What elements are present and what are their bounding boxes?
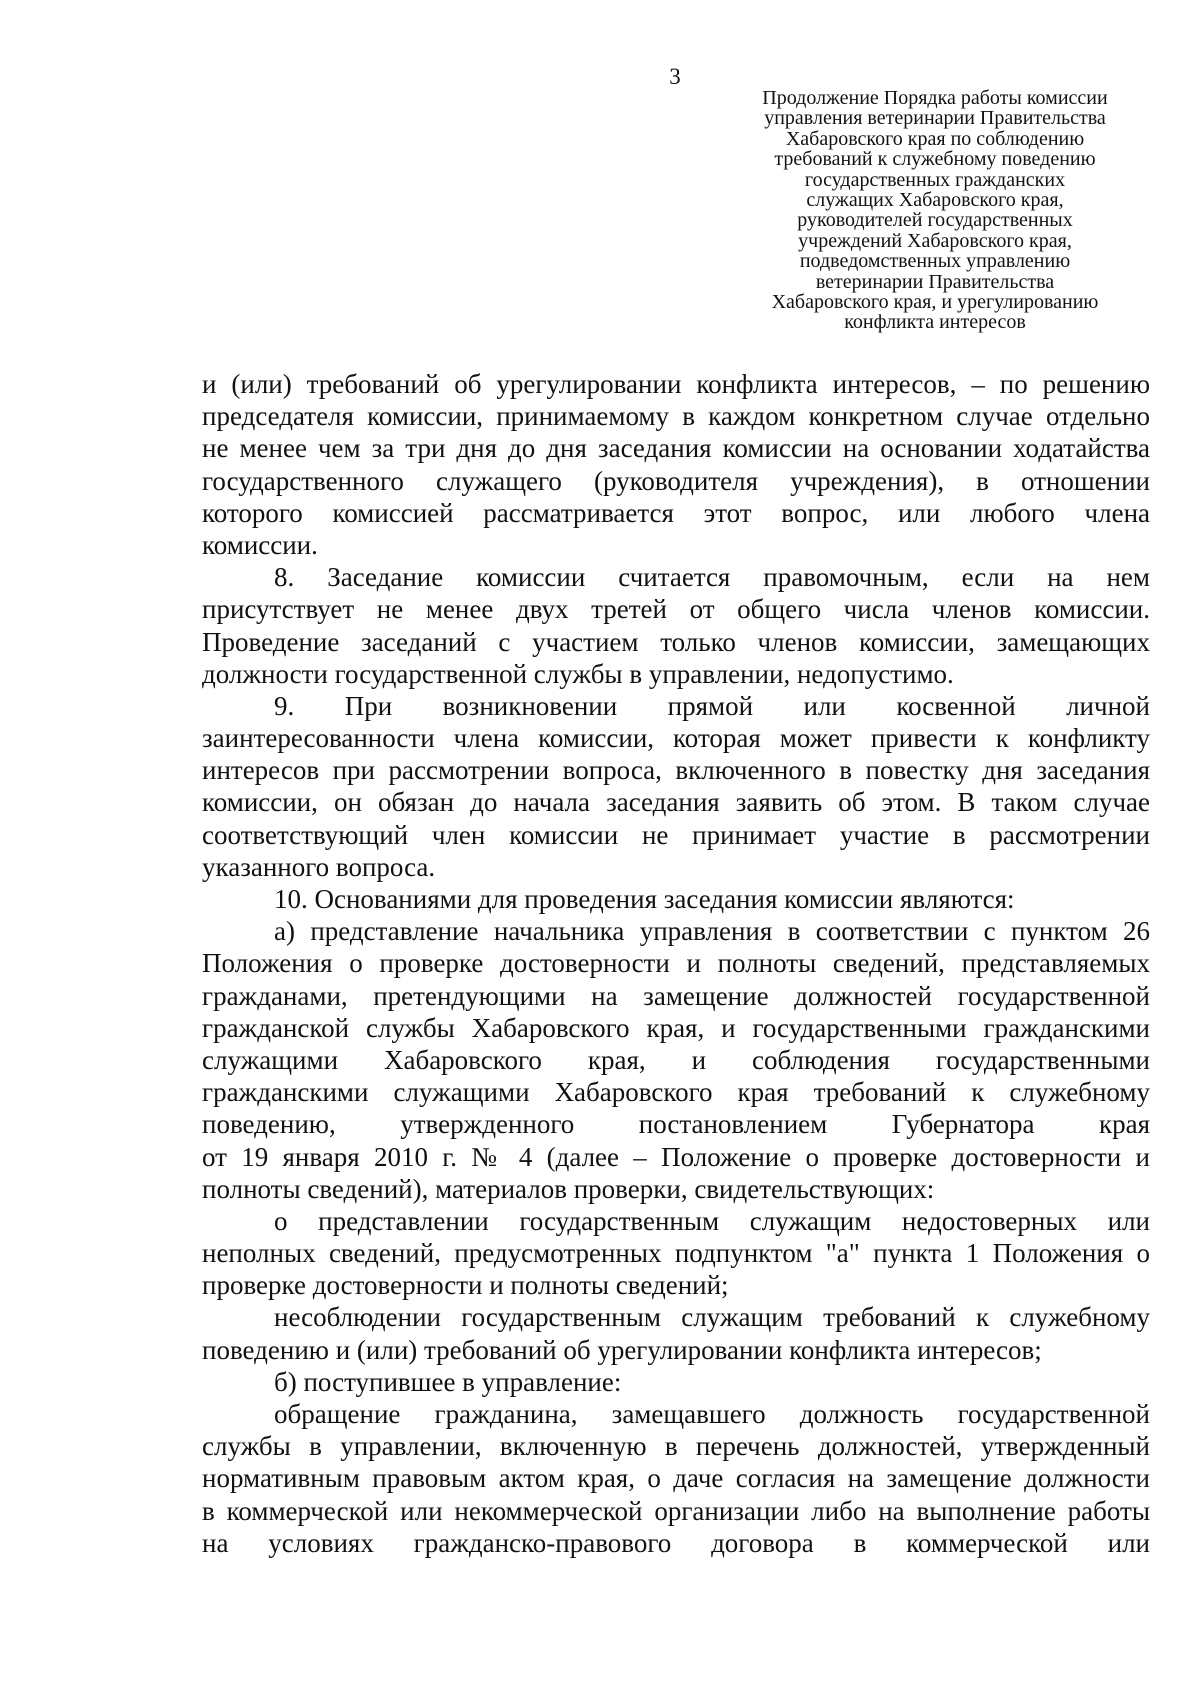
body-line: присутствует не менее двух третей от общего числа членов комиссии. [202,594,1150,625]
subparagraph-b-first-line: б) поступившее в управление: [274,1366,622,1397]
body-line: Положения о проверке достоверности и полноты сведений, представляемых [202,948,1150,979]
running-header [700,88,1170,333]
body-line: должности государственной службы в управлении, недопустимо. [202,658,954,689]
body-line: Проведение заседаний с участием только членов комиссии, замещающих [202,626,1150,657]
paragraph-9-first-line: 9. При возникновении прямой или косвенной личной [274,690,1150,721]
running-header-line: Продолжение Порядка работы комиссии [762,87,1108,109]
running-header-line: государственных гражданских [804,168,1066,191]
running-header-line: подведомственных управлению [799,250,1071,273]
paragraph-8-first-line: 8. Заседание комиссии считается правомочным, если на нем [274,562,1150,593]
body-line: полноты сведений), материалов проверки, свидетельствующих: [202,1173,935,1204]
body-line: в коммерческой или некоммерческой организации либо на выполнение работы [202,1495,1150,1526]
body-line: службы в управлении, включенную в перечень должностей, утвержденный [202,1431,1150,1462]
subparagraph-a-first-line: а) представление начальника управления в соответствии с пунктом 26 [274,916,1150,947]
body-line: комиссии, он обязан до начала заседания заявить об этом. В таком случае [202,787,1150,818]
body-line: на условиях гражданско-правового договора в коммерческой или [202,1527,1150,1558]
running-header-line: конфликта интересов [844,311,1026,334]
document-body [202,368,1150,1559]
running-header-line: управления ветеринарии Правительства [764,107,1106,130]
list-item-first-line: обращение гражданина, замещавшего должность государственной [274,1399,1150,1429]
running-header-line: Хабаровского края по соблюдению [785,127,1085,150]
body-line: которого комиссией рассматривается этот вопрос, или любого члена [202,497,1150,528]
body-line: поведению и (или) требований об урегулировании конфликта интересов; [202,1334,1042,1365]
body-line: государственного служащего (руководителя учреждения), в отношении [202,465,1150,496]
body-line: от 19 января 2010 г. № 4 (далее – Положение о проверке достоверности и [202,1141,1150,1172]
body-line: соответствующий член комиссии не принимает участие в рассмотрении [202,819,1150,850]
list-item-first-line: о представлении государственным служащим недостоверных или [274,1205,1150,1236]
body-line: гражданскими служащими Хабаровского края требований к служебному [202,1077,1150,1108]
body-line: заинтересованности члена комиссии, которая может привести к конфликту [202,723,1150,754]
running-header-line: ветеринарии Правительства [815,270,1055,293]
page-number: 3 [669,64,681,89]
running-header-line: руководителей государственных [797,209,1073,232]
list-item-first-line: несоблюдении государственным служащим требований к служебному [274,1302,1150,1333]
body-line: и (или) требований об урегулировании конфликта интересов, – по решению [202,369,1150,399]
body-line: комиссии. [202,529,318,560]
running-header-line: учреждений Хабаровского края, [798,229,1072,252]
body-line: председателя комиссии, принимаемому в каждом конкретном случае отдельно [202,401,1150,432]
body-line: указанного вопроса. [202,851,436,882]
body-line: интересов при рассмотрении вопроса, включенного в повестку дня заседания [202,755,1150,786]
running-header-line: Хабаровского края, и урегулированию [771,291,1099,314]
body-line: проверке достоверности и полноты сведений; [202,1270,729,1301]
running-header-line: требований к служебному поведению [774,148,1096,171]
body-line: не менее чем за три дня до дня заседания комиссии на основании ходатайства [202,433,1150,464]
running-header-line: служащих Хабаровского края, [806,189,1064,212]
body-line: поведению, утвержденного постановлением Губернатора края [202,1109,1150,1140]
body-line: нормативным правовым актом края, о даче согласия на замещение должности [202,1463,1150,1494]
paragraph-10-first-line: 10. Основаниями для проведения заседания комиссии являются: [274,884,1015,914]
body-line: гражданами, претендующими на замещение должностей государственной [202,980,1150,1011]
body-line: служащими Хабаровского края, и соблюдения государственными [202,1044,1150,1075]
body-line: гражданской службы Хабаровского края, и государственными гражданскими [202,1012,1150,1043]
body-line: неполных сведений, предусмотренных подпунктом "а" пункта 1 Положения о [202,1238,1150,1269]
